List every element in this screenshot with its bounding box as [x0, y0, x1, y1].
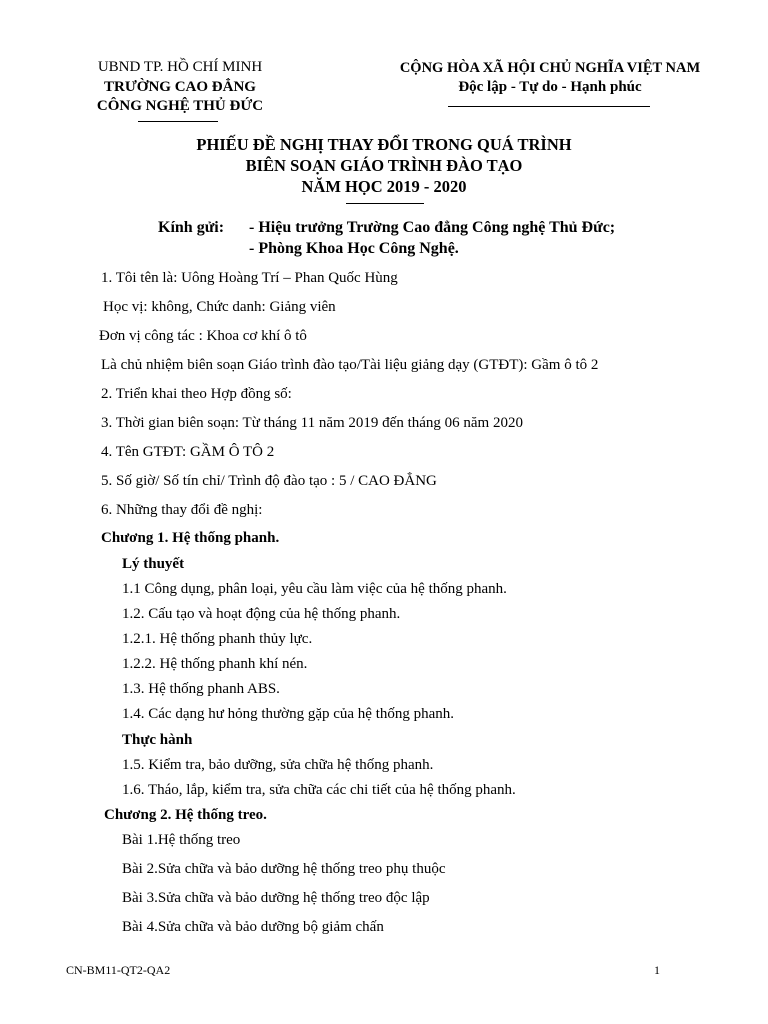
recipient-2: - Phòng Khoa Học Công Nghệ. [249, 240, 459, 257]
chapter2-title: Chương 2. Hệ thống treo. [104, 807, 267, 823]
page-title-line2: BIÊN SOẠN GIÁO TRÌNH ĐÀO TẠO [245, 156, 523, 175]
chapter1-theory-item: 1.4. Các dạng hư hỏng thường gặp của hệ thống phanh. [122, 706, 455, 722]
info-line-hours: 5. Số giờ/ Số tín chỉ/ Trình độ đào tạo : 5 / CAO ĐẲNG [101, 473, 437, 489]
info-line-name-gtdt: 4. Tên GTĐT: GẦM Ô TÔ 2 [101, 444, 275, 460]
info-line-time: 3. Thời gian biên soạn: Từ tháng 11 năm 2019 đến tháng 06 năm 2020 [101, 415, 523, 431]
header-left-line1: UBND TP. HỒ CHÍ MINH [97, 59, 263, 75]
title-underline [346, 203, 424, 204]
chapter1-practice-item: 1.6. Tháo, lắp, kiểm tra, sửa chữa các chi tiết của hệ thống phanh. [122, 782, 516, 798]
page-title-line1: PHIẾU ĐỀ NGHỊ THAY ĐỔI TRONG QUÁ TRÌNH [196, 135, 572, 154]
chapter2-item: Bài 2.Sửa chữa và bảo dưỡng hệ thống treo phụ thuộc [122, 861, 446, 877]
header-right-line2: Độc lập - Tự do - Hạnh phúc [458, 79, 642, 95]
header-right-line1: CỘNG HÒA XÃ HỘI CHỦ NGHĨA VIỆT NAM [399, 60, 701, 76]
info-line-unit: Đơn vị công tác : Khoa cơ khí ô tô [99, 328, 307, 344]
chapter1-practice-heading: Thực hành [122, 732, 193, 748]
header-left-line2: TRƯỜNG CAO ĐẲNG [104, 79, 256, 95]
chapter2-item: Bài 4.Sửa chữa và bảo dưỡng bộ giảm chấn [122, 919, 384, 935]
recipients-label: Kính gửi: [158, 219, 225, 236]
header-left-line3: CÔNG NGHỆ THỦ ĐỨC [96, 98, 264, 114]
info-line-degree: Học vị: không, Chức danh: Giảng viên [103, 299, 336, 315]
chapter1-title: Chương 1. Hệ thống phanh. [101, 530, 280, 546]
chapter2-item: Bài 1.Hệ thống treo [122, 832, 241, 848]
chapter1-theory-item: 1.2. Cấu tạo và hoạt động của hệ thống phanh. [122, 606, 401, 622]
info-line-lead: Là chủ nhiệm biên soạn Giáo trình đào tạo/Tài liệu giảng dạy (GTĐT): Gầm ô tô 2 [101, 357, 599, 373]
info-line-name: 1. Tôi tên là: Uông Hoàng Trí – Phan Quốc Hùng [101, 270, 398, 286]
chapter2-item: Bài 3.Sửa chữa và bảo dưỡng hệ thống treo độc lập [122, 890, 430, 906]
chapter1-practice-item: 1.5. Kiểm tra, bảo dưỡng, sửa chữa hệ thống phanh. [122, 757, 434, 773]
recipient-1: - Hiệu trưởng Trường Cao đẳng Công nghệ Thủ Đức; [249, 219, 616, 236]
header-left-underline [138, 121, 218, 122]
chapter1-theory-item: 1.2.1. Hệ thống phanh thủy lực. [122, 631, 313, 647]
chapter1-theory-item: 1.1 Công dụng, phân loại, yêu cầu làm việc của hệ thống phanh. [122, 581, 507, 597]
page-title-line3: NĂM HỌC 2019 - 2020 [301, 177, 467, 196]
chapter1-theory-heading: Lý thuyết [122, 556, 185, 572]
header-right-underline [448, 106, 650, 107]
footer-form-code: CN-BM11-QT2-QA2 [66, 963, 171, 977]
chapter1-theory-item: 1.3. Hệ thống phanh ABS. [122, 681, 280, 697]
info-line-contract: 2. Triển khai theo Hợp đồng số: [101, 386, 292, 402]
page-number: 1 [654, 963, 660, 977]
info-line-changes: 6. Những thay đổi đề nghị: [101, 502, 263, 518]
chapter1-theory-item: 1.2.2. Hệ thống phanh khí nén. [122, 656, 308, 672]
